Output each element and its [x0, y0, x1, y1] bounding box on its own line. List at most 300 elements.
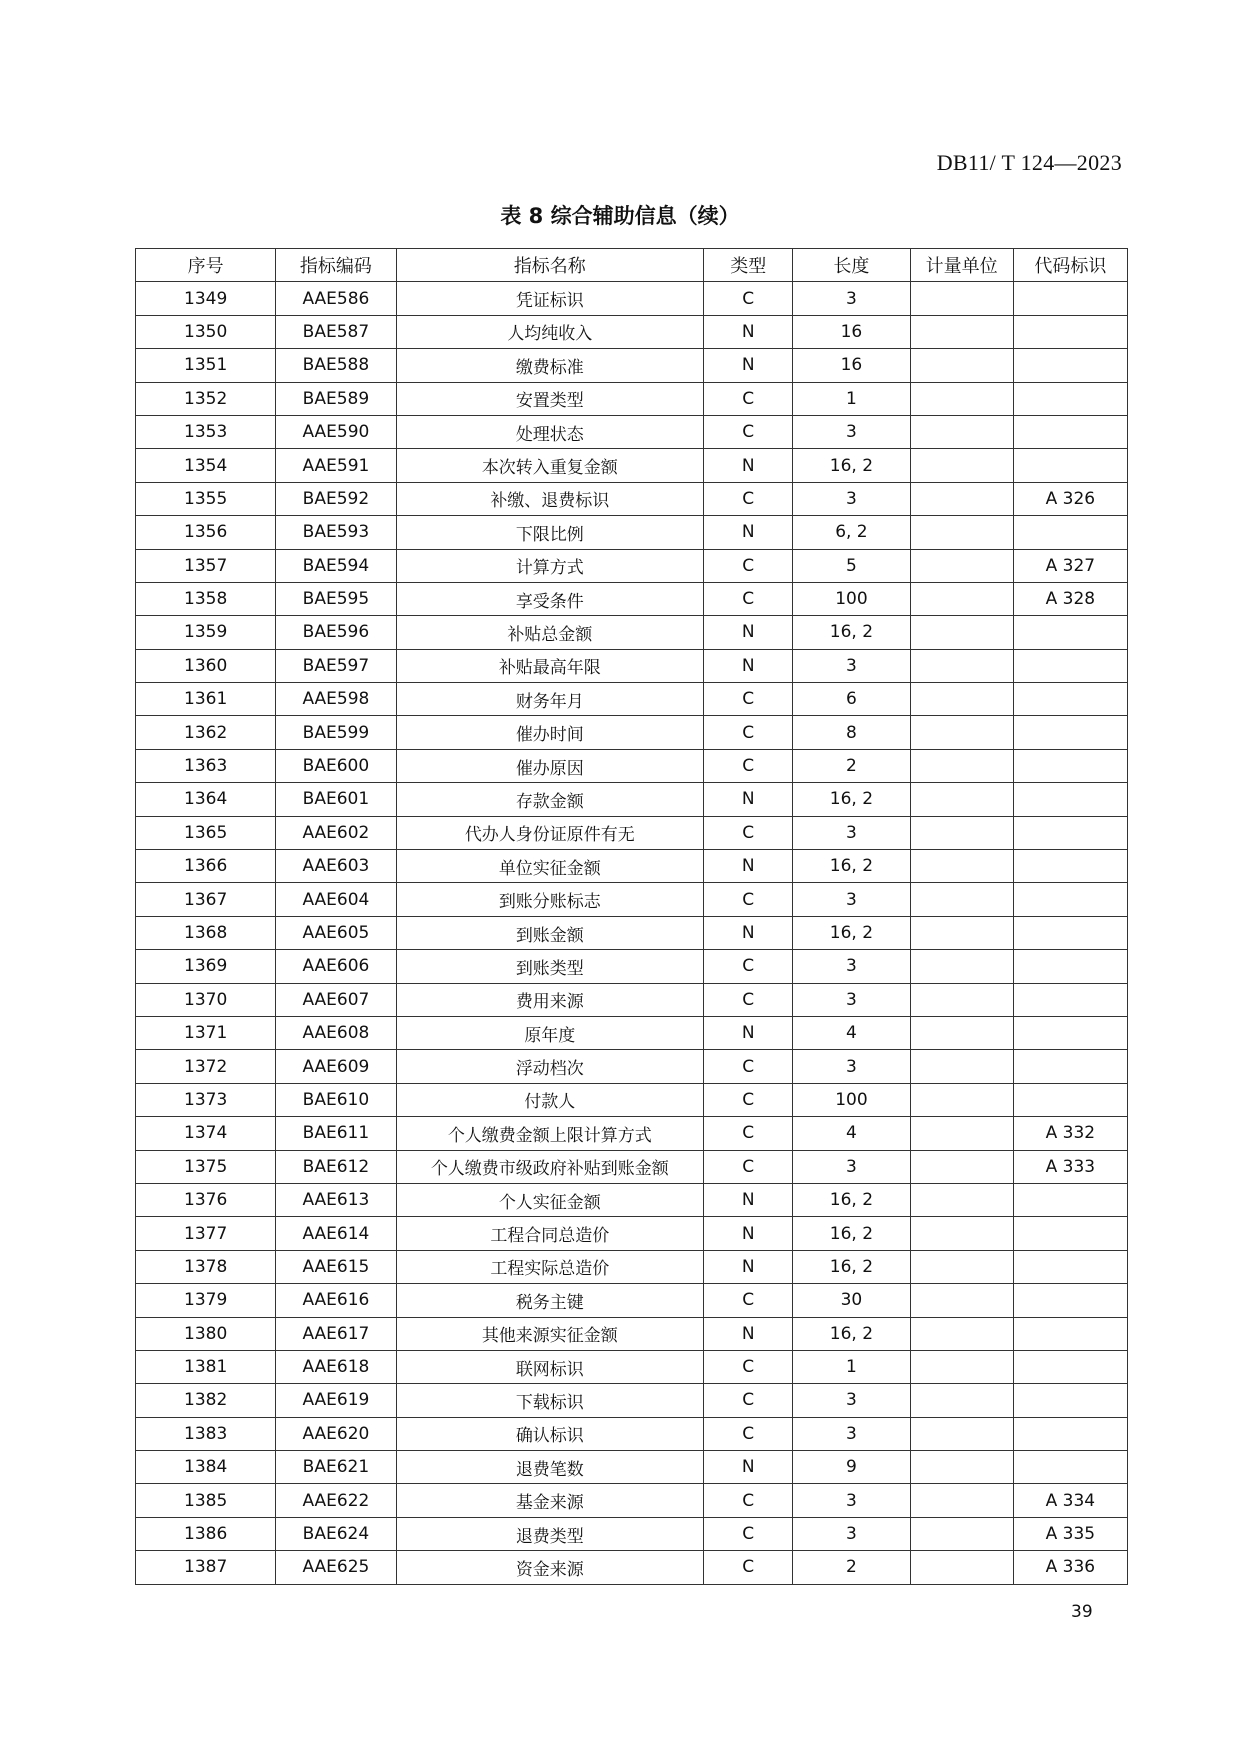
- cell-unit: [910, 415, 1013, 448]
- cell-name: 到账类型: [396, 950, 704, 983]
- cell-length: 6: [793, 683, 910, 716]
- cell-seq: 1384: [136, 1451, 276, 1484]
- table-row: [136, 1250, 1128, 1283]
- cell-name: 资金来源: [396, 1551, 704, 1584]
- cell-code: BAE595: [276, 582, 396, 615]
- table-row: [136, 883, 1128, 916]
- cell-code-flag: [1013, 1451, 1127, 1484]
- cell-length: 5: [793, 549, 910, 582]
- cell-type: N: [704, 349, 793, 382]
- table-row: [136, 616, 1128, 649]
- cell-unit: [910, 516, 1013, 549]
- table-row: [136, 1350, 1128, 1383]
- cell-code-flag: [1013, 783, 1127, 816]
- cell-type: C: [704, 1417, 793, 1450]
- table-row: [136, 1183, 1128, 1216]
- cell-code: AAE620: [276, 1417, 396, 1450]
- table-row: [136, 850, 1128, 883]
- table-row: [136, 1551, 1128, 1584]
- cell-unit: [910, 683, 1013, 716]
- cell-code-flag: A 336: [1013, 1551, 1127, 1584]
- cell-seq: 1382: [136, 1384, 276, 1417]
- cell-name: 到账金额: [396, 916, 704, 949]
- cell-seq: 1369: [136, 950, 276, 983]
- column-header-code: 指标编码: [276, 249, 396, 282]
- cell-length: 3: [793, 1150, 910, 1183]
- cell-type: N: [704, 449, 793, 482]
- cell-type: C: [704, 1050, 793, 1083]
- cell-name: 补贴最高年限: [396, 649, 704, 682]
- cell-unit: [910, 1517, 1013, 1550]
- table-row: [136, 1083, 1128, 1116]
- table-row: [136, 983, 1128, 1016]
- cell-code-flag: [1013, 1083, 1127, 1116]
- cell-unit: [910, 382, 1013, 415]
- cell-length: 16, 2: [793, 1250, 910, 1283]
- cell-seq: 1350: [136, 315, 276, 348]
- cell-code: BAE621: [276, 1451, 396, 1484]
- cell-type: C: [704, 883, 793, 916]
- document-code: DB11/ T 124—2023: [936, 150, 1122, 175]
- table-row: [136, 816, 1128, 849]
- cell-code: BAE596: [276, 616, 396, 649]
- cell-name: 补缴、退费标识: [396, 482, 704, 515]
- column-header-code-flag: 代码标识: [1013, 249, 1127, 282]
- cell-length: 3: [793, 1050, 910, 1083]
- cell-code-flag: [1013, 1250, 1127, 1283]
- cell-code-flag: [1013, 282, 1127, 315]
- cell-seq: 1385: [136, 1484, 276, 1517]
- cell-code: AAE619: [276, 1384, 396, 1417]
- cell-code: AAE625: [276, 1551, 396, 1584]
- cell-code: BAE593: [276, 516, 396, 549]
- cell-code: BAE610: [276, 1083, 396, 1116]
- cell-type: C: [704, 816, 793, 849]
- cell-seq: 1381: [136, 1350, 276, 1383]
- cell-seq: 1355: [136, 482, 276, 515]
- cell-type: C: [704, 1384, 793, 1417]
- cell-code: AAE603: [276, 850, 396, 883]
- cell-seq: 1349: [136, 282, 276, 315]
- table-row: [136, 1317, 1128, 1350]
- cell-length: 1: [793, 1350, 910, 1383]
- cell-type: N: [704, 1250, 793, 1283]
- cell-unit: [910, 816, 1013, 849]
- cell-code-flag: [1013, 1183, 1127, 1216]
- cell-length: 2: [793, 749, 910, 782]
- cell-unit: [910, 282, 1013, 315]
- cell-name: 凭证标识: [396, 282, 704, 315]
- cell-unit: [910, 850, 1013, 883]
- cell-name: 代办人身份证原件有无: [396, 816, 704, 849]
- cell-seq: 1356: [136, 516, 276, 549]
- cell-seq: 1378: [136, 1250, 276, 1283]
- table-row: [136, 683, 1128, 716]
- cell-code: BAE611: [276, 1117, 396, 1150]
- table-row: [136, 1016, 1128, 1049]
- cell-name: 个人缴费市级政府补贴到账金额: [396, 1150, 704, 1183]
- cell-length: 9: [793, 1451, 910, 1484]
- cell-code: AAE608: [276, 1016, 396, 1049]
- cell-type: C: [704, 1150, 793, 1183]
- cell-type: N: [704, 649, 793, 682]
- table-row: [136, 1150, 1128, 1183]
- column-header-unit: 计量单位: [910, 249, 1013, 282]
- cell-code: AAE622: [276, 1484, 396, 1517]
- cell-length: 16: [793, 349, 910, 382]
- cell-code-flag: [1013, 415, 1127, 448]
- cell-name: 付款人: [396, 1083, 704, 1116]
- cell-type: N: [704, 1016, 793, 1049]
- cell-name: 计算方式: [396, 549, 704, 582]
- cell-code-flag: [1013, 1417, 1127, 1450]
- cell-length: 4: [793, 1016, 910, 1049]
- cell-length: 3: [793, 816, 910, 849]
- cell-length: 30: [793, 1284, 910, 1317]
- cell-code: BAE592: [276, 482, 396, 515]
- cell-type: C: [704, 382, 793, 415]
- cell-code: BAE599: [276, 716, 396, 749]
- table-row: [136, 449, 1128, 482]
- table-row: [136, 749, 1128, 782]
- cell-type: N: [704, 783, 793, 816]
- cell-seq: 1376: [136, 1183, 276, 1216]
- cell-code-flag: A 335: [1013, 1517, 1127, 1550]
- table-row: [136, 1517, 1128, 1550]
- table-row: [136, 1451, 1128, 1484]
- cell-unit: [910, 549, 1013, 582]
- cell-code-flag: [1013, 1217, 1127, 1250]
- cell-type: C: [704, 749, 793, 782]
- cell-seq: 1363: [136, 749, 276, 782]
- cell-length: 100: [793, 1083, 910, 1116]
- cell-length: 100: [793, 582, 910, 615]
- cell-type: N: [704, 315, 793, 348]
- cell-length: 2: [793, 1551, 910, 1584]
- cell-name: 财务年月: [396, 683, 704, 716]
- table-row: [136, 516, 1128, 549]
- table-row: [136, 382, 1128, 415]
- cell-code-flag: A 328: [1013, 582, 1127, 615]
- cell-code-flag: [1013, 850, 1127, 883]
- cell-type: C: [704, 1284, 793, 1317]
- cell-seq: 1375: [136, 1150, 276, 1183]
- cell-seq: 1364: [136, 783, 276, 816]
- table-row: [136, 482, 1128, 515]
- cell-code: AAE605: [276, 916, 396, 949]
- cell-type: N: [704, 516, 793, 549]
- cell-seq: 1353: [136, 415, 276, 448]
- cell-name: 基金来源: [396, 1484, 704, 1517]
- cell-unit: [910, 1484, 1013, 1517]
- cell-unit: [910, 482, 1013, 515]
- cell-name: 浮动档次: [396, 1050, 704, 1083]
- cell-length: 3: [793, 1417, 910, 1450]
- cell-name: 人均纯收入: [396, 315, 704, 348]
- cell-seq: 1361: [136, 683, 276, 716]
- table-row: [136, 649, 1128, 682]
- cell-name: 税务主键: [396, 1284, 704, 1317]
- cell-code-flag: [1013, 716, 1127, 749]
- table-row: [136, 549, 1128, 582]
- cell-code-flag: [1013, 616, 1127, 649]
- cell-type: C: [704, 1517, 793, 1550]
- cell-type: N: [704, 616, 793, 649]
- cell-code-flag: [1013, 983, 1127, 1016]
- table-row: [136, 315, 1128, 348]
- cell-code-flag: [1013, 1317, 1127, 1350]
- cell-code-flag: A 333: [1013, 1150, 1127, 1183]
- cell-length: 3: [793, 1484, 910, 1517]
- cell-type: N: [704, 1183, 793, 1216]
- cell-unit: [910, 716, 1013, 749]
- cell-seq: 1358: [136, 582, 276, 615]
- cell-name: 下限比例: [396, 516, 704, 549]
- cell-unit: [910, 1083, 1013, 1116]
- cell-unit: [910, 1050, 1013, 1083]
- cell-seq: 1368: [136, 916, 276, 949]
- table-header: [136, 249, 1128, 282]
- cell-type: C: [704, 1350, 793, 1383]
- cell-length: 16: [793, 315, 910, 348]
- table-row: [136, 582, 1128, 615]
- cell-code: BAE624: [276, 1517, 396, 1550]
- cell-name: 到账分账标志: [396, 883, 704, 916]
- cell-code: AAE607: [276, 983, 396, 1016]
- table-row: [136, 1484, 1128, 1517]
- cell-code-flag: [1013, 349, 1127, 382]
- cell-length: 3: [793, 983, 910, 1016]
- cell-code: AAE606: [276, 950, 396, 983]
- cell-code: BAE600: [276, 749, 396, 782]
- cell-unit: [910, 883, 1013, 916]
- column-header-seq: 序号: [136, 249, 276, 282]
- cell-type: N: [704, 1217, 793, 1250]
- cell-seq: 1357: [136, 549, 276, 582]
- cell-seq: 1380: [136, 1317, 276, 1350]
- cell-length: 16, 2: [793, 1317, 910, 1350]
- cell-type: C: [704, 582, 793, 615]
- cell-length: 16, 2: [793, 449, 910, 482]
- table-body: [136, 282, 1128, 1584]
- cell-length: 16, 2: [793, 1217, 910, 1250]
- page-number: 39: [1071, 1602, 1093, 1622]
- cell-type: C: [704, 282, 793, 315]
- table-row: [136, 1284, 1128, 1317]
- cell-code: BAE601: [276, 783, 396, 816]
- table-title: 表 8 综合辅助信息（续）: [500, 204, 740, 228]
- cell-seq: 1372: [136, 1050, 276, 1083]
- cell-seq: 1354: [136, 449, 276, 482]
- cell-code-flag: [1013, 749, 1127, 782]
- cell-length: 3: [793, 415, 910, 448]
- cell-code: BAE587: [276, 315, 396, 348]
- cell-name: 下载标识: [396, 1384, 704, 1417]
- cell-code: BAE588: [276, 349, 396, 382]
- cell-code-flag: A 334: [1013, 1484, 1127, 1517]
- cell-type: N: [704, 850, 793, 883]
- cell-unit: [910, 315, 1013, 348]
- cell-unit: [910, 749, 1013, 782]
- cell-name: 本次转入重复金额: [396, 449, 704, 482]
- cell-name: 原年度: [396, 1016, 704, 1049]
- cell-seq: 1374: [136, 1117, 276, 1150]
- cell-unit: [910, 1250, 1013, 1283]
- cell-length: 3: [793, 282, 910, 315]
- cell-length: 4: [793, 1117, 910, 1150]
- header-row: [136, 249, 1128, 282]
- cell-name: 单位实征金额: [396, 850, 704, 883]
- cell-code-flag: [1013, 449, 1127, 482]
- cell-code: BAE594: [276, 549, 396, 582]
- table-row: [136, 916, 1128, 949]
- cell-length: 16, 2: [793, 783, 910, 816]
- cell-unit: [910, 1451, 1013, 1484]
- column-header-name: 指标名称: [396, 249, 704, 282]
- cell-length: 16, 2: [793, 916, 910, 949]
- cell-unit: [910, 916, 1013, 949]
- cell-name: 存款金额: [396, 783, 704, 816]
- cell-code-flag: [1013, 382, 1127, 415]
- cell-unit: [910, 582, 1013, 615]
- cell-type: C: [704, 950, 793, 983]
- table-row: [136, 1384, 1128, 1417]
- cell-type: N: [704, 1451, 793, 1484]
- cell-type: C: [704, 716, 793, 749]
- cell-name: 缴费标准: [396, 349, 704, 382]
- cell-type: C: [704, 683, 793, 716]
- cell-code: AAE604: [276, 883, 396, 916]
- cell-code-flag: [1013, 950, 1127, 983]
- cell-code: AAE586: [276, 282, 396, 315]
- cell-name: 补贴总金额: [396, 616, 704, 649]
- cell-code: AAE616: [276, 1284, 396, 1317]
- cell-unit: [910, 1384, 1013, 1417]
- cell-unit: [910, 783, 1013, 816]
- cell-code-flag: [1013, 1384, 1127, 1417]
- cell-type: C: [704, 1484, 793, 1517]
- cell-seq: 1365: [136, 816, 276, 849]
- cell-code-flag: [1013, 315, 1127, 348]
- cell-name: 个人实征金额: [396, 1183, 704, 1216]
- cell-length: 1: [793, 382, 910, 415]
- cell-length: 16, 2: [793, 850, 910, 883]
- data-table: [135, 248, 1128, 1585]
- cell-name: 享受条件: [396, 582, 704, 615]
- cell-code-flag: [1013, 816, 1127, 849]
- cell-name: 费用来源: [396, 983, 704, 1016]
- table-row: [136, 282, 1128, 315]
- cell-code-flag: A 327: [1013, 549, 1127, 582]
- cell-code-flag: [1013, 516, 1127, 549]
- cell-seq: 1359: [136, 616, 276, 649]
- cell-seq: 1362: [136, 716, 276, 749]
- cell-code: BAE597: [276, 649, 396, 682]
- cell-seq: 1386: [136, 1517, 276, 1550]
- cell-unit: [910, 349, 1013, 382]
- cell-code-flag: [1013, 683, 1127, 716]
- table-row: [136, 1217, 1128, 1250]
- cell-seq: 1360: [136, 649, 276, 682]
- column-header-length: 长度: [793, 249, 910, 282]
- table-row: [136, 415, 1128, 448]
- cell-type: C: [704, 983, 793, 1016]
- cell-name: 工程实际总造价: [396, 1250, 704, 1283]
- cell-name: 其他来源实征金额: [396, 1317, 704, 1350]
- cell-length: 3: [793, 482, 910, 515]
- cell-name: 催办原因: [396, 749, 704, 782]
- cell-type: N: [704, 916, 793, 949]
- cell-name: 处理状态: [396, 415, 704, 448]
- cell-seq: 1371: [136, 1016, 276, 1049]
- cell-type: C: [704, 415, 793, 448]
- cell-code-flag: [1013, 1350, 1127, 1383]
- cell-length: 3: [793, 1384, 910, 1417]
- cell-type: C: [704, 482, 793, 515]
- cell-length: 16, 2: [793, 616, 910, 649]
- cell-seq: 1370: [136, 983, 276, 1016]
- cell-seq: 1377: [136, 1217, 276, 1250]
- cell-code-flag: [1013, 916, 1127, 949]
- cell-code-flag: [1013, 1284, 1127, 1317]
- cell-name: 确认标识: [396, 1417, 704, 1450]
- cell-length: 3: [793, 649, 910, 682]
- cell-seq: 1352: [136, 382, 276, 415]
- cell-code-flag: [1013, 1050, 1127, 1083]
- cell-unit: [910, 1183, 1013, 1216]
- cell-name: 催办时间: [396, 716, 704, 749]
- cell-code: AAE602: [276, 816, 396, 849]
- cell-unit: [910, 649, 1013, 682]
- cell-seq: 1367: [136, 883, 276, 916]
- cell-name: 个人缴费金额上限计算方式: [396, 1117, 704, 1150]
- cell-length: 6, 2: [793, 516, 910, 549]
- cell-seq: 1383: [136, 1417, 276, 1450]
- cell-unit: [910, 1284, 1013, 1317]
- cell-length: 3: [793, 950, 910, 983]
- cell-code: AAE614: [276, 1217, 396, 1250]
- cell-code-flag: A 326: [1013, 482, 1127, 515]
- cell-unit: [910, 1217, 1013, 1250]
- cell-code-flag: [1013, 649, 1127, 682]
- cell-unit: [910, 950, 1013, 983]
- table-row: [136, 950, 1128, 983]
- cell-unit: [910, 449, 1013, 482]
- cell-code: BAE589: [276, 382, 396, 415]
- cell-type: C: [704, 1083, 793, 1116]
- cell-unit: [910, 616, 1013, 649]
- cell-name: 安置类型: [396, 382, 704, 415]
- cell-code: AAE609: [276, 1050, 396, 1083]
- cell-seq: 1373: [136, 1083, 276, 1116]
- cell-code: AAE591: [276, 449, 396, 482]
- cell-length: 8: [793, 716, 910, 749]
- cell-code: BAE612: [276, 1150, 396, 1183]
- table-row: [136, 783, 1128, 816]
- table-row: [136, 716, 1128, 749]
- cell-unit: [910, 1150, 1013, 1183]
- cell-unit: [910, 1417, 1013, 1450]
- cell-seq: 1351: [136, 349, 276, 382]
- cell-length: 3: [793, 883, 910, 916]
- cell-code: AAE613: [276, 1183, 396, 1216]
- cell-name: 工程合同总造价: [396, 1217, 704, 1250]
- cell-name: 退费类型: [396, 1517, 704, 1550]
- cell-code: AAE598: [276, 683, 396, 716]
- cell-type: N: [704, 1317, 793, 1350]
- cell-seq: 1379: [136, 1284, 276, 1317]
- cell-code: AAE590: [276, 415, 396, 448]
